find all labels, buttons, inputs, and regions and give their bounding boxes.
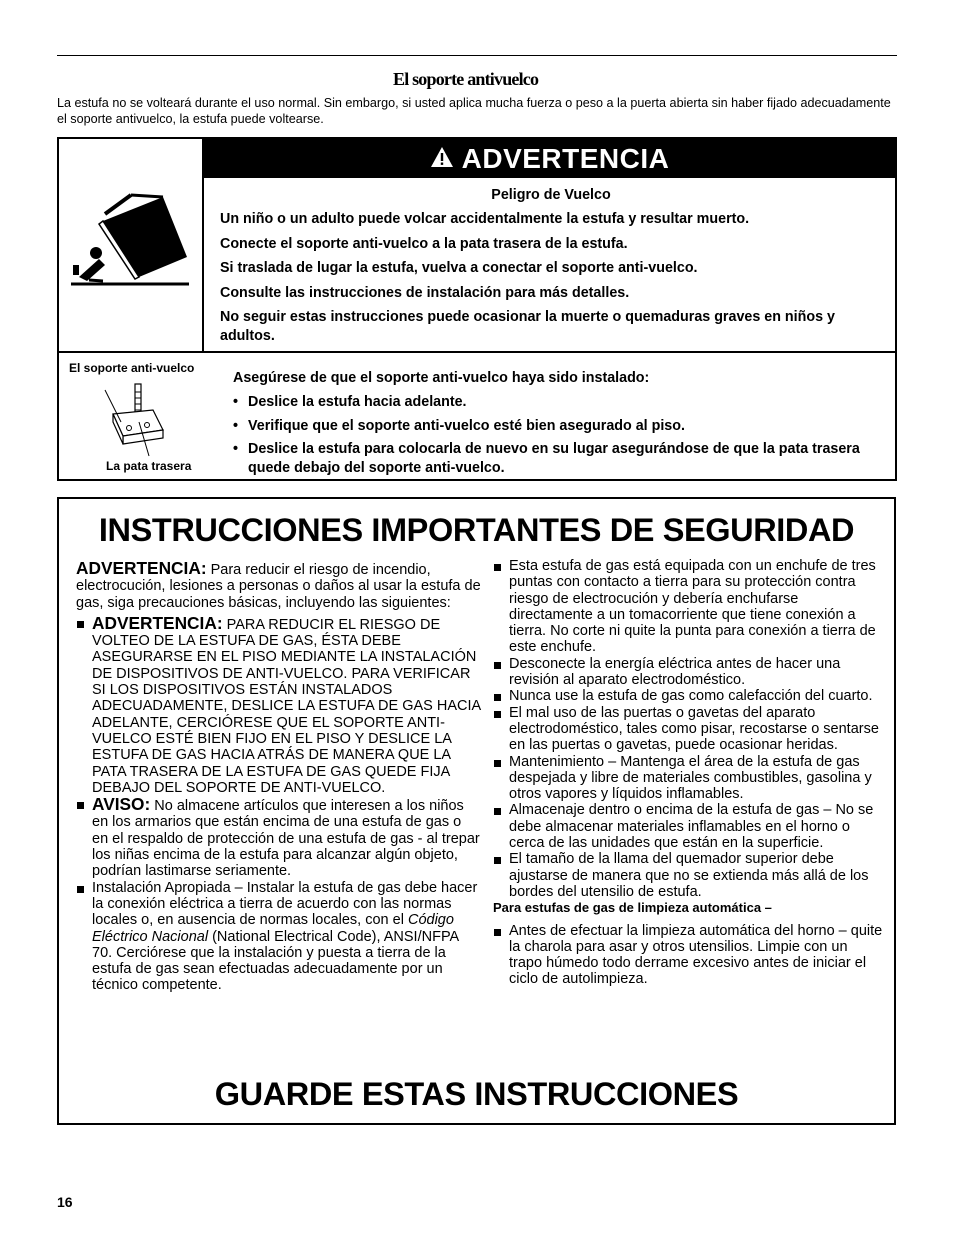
- item-label: ADVERTENCIA:: [92, 612, 223, 633]
- warning-line: Si traslada de lugar la estufa, vuelva a conectar el soporte anti-vuelco.: [220, 260, 698, 277]
- check-list: [233, 393, 883, 478]
- safety-left-column: [76, 560, 481, 994]
- warning-line: Consulte las instrucciones de instalación para más detalles.: [220, 284, 630, 301]
- tip-over-warning-box: [57, 137, 897, 481]
- tip-over-icon-cell: [59, 139, 204, 353]
- list-item: Mantenimiento – Mantenga el área de la estufa de gas despejada y libre de materiales combustibles, gasolina y otros vapores y líquidos inflamables.: [493, 754, 883, 803]
- warning-heading: Peligro de Vuelco: [491, 187, 611, 203]
- item-text: No almacene artículos que interesen a los niños en los armarios que están encima de una estufa de gas o en el respaldo de protección de una estufa de gas - al trepar los niñas encima de la estufa para alcanzar algún objeto, podrían lastimarse seriamente.: [92, 798, 480, 880]
- list-item: [76, 612, 481, 796]
- list-item: El tamaño de la llama del quemador superior debe ajustarse de manera que no se extienda más allá de los bordes del utensilio de estufa.: [493, 851, 883, 900]
- warning-text: [220, 186, 882, 351]
- safety-right-column: [493, 558, 883, 988]
- warning-banner-label: ADVERTENCIA: [461, 142, 670, 174]
- list-item: • Deslice la estufa para colocarla de nuevo en su lugar asegurándose de que la pata trasera quede debajo del soporte anti-vuelco.: [233, 440, 883, 478]
- top-rule: [57, 55, 897, 56]
- item-text: Instalación Apropiada – Instalar la estufa de gas debe hacer la conexión eléctrica a tierra de acuerdo con las normas locales o, en ausencia de normas locales, con el: [92, 879, 478, 929]
- warning-banner: [204, 139, 895, 178]
- item-label: AVISO:: [92, 794, 151, 815]
- safety-footer: GUARDE ESTAS INSTRUCCIONES: [214, 1076, 739, 1112]
- list-item: [76, 880, 481, 994]
- item-text: PARA REDUCIR EL RIESGO DE VOLTEO DE LA ESTUFA DE GAS, ÉSTA DEBE ASEGURARSE EN EL PISO MEDIANTE LA INSTALACIÓN DE DISPOSITIVOS DE ANTI-VUELCO. PARA VERIFICAR SI LOS DISPOSITIVOS ESTÁN INSTALADOS ADECUADAMENTE, DESLICE LA ESTUFA DE GAS HACIA ADELANTE, CERCIÓRESE QUE EL SOPORTE ANTI-VUELCO ESTÉ BIEN FIJO EN EL PISO Y DESLICE LA ESTUFA DE GAS HACIA ATRÁS DE MANERA QUE LA PATA TRASERA DE LA ESTUFA DE GAS QUEDE FIJA DEBAJO DEL SOPORTE DE ANTI-VUELCO.: [92, 616, 481, 796]
- intro-paragraph: La estufa no se volteará durante el uso normal. Sin embargo, si usted aplica mucha fuerza o peso a la puerta abierta sin haber fijado adecuadamente el soporte antivuelco, la estufa puede voltearse.: [57, 96, 891, 126]
- list-item: Nunca use la estufa de gas como calefacción del cuarto.: [493, 688, 883, 704]
- lead-text: Para reducir el riesgo de incendio, electrocución, lesiones a personas o daños al usar la estufa de gas, siga precauciones básicas, incluyendo las siguientes:: [76, 562, 481, 611]
- item-italic: Código Eléctrico Nacional: [92, 912, 454, 945]
- warning-line: Un niño o un adulto puede volcar accidentalmente la estufa y resultar muerto.: [220, 211, 750, 228]
- check-intro: Asegúrese de que el soporte anti-vuelco haya sido instalado:: [233, 370, 650, 386]
- list-item: Antes de efectuar la limpieza automática del horno – quite la charola para asar y otros utensilios. Limpie con un trapo húmedo todo derrame excesivo antes de iniciar el ciclo de autolimpieza.: [493, 923, 883, 988]
- tip-over-hazard-icon: [59, 139, 202, 351]
- bracket-label: El soporte anti-vuelco: [69, 361, 195, 375]
- leg-label: La pata trasera: [106, 459, 192, 473]
- warning-top-section: [59, 139, 895, 353]
- warning-line: No seguir estas instrucciones puede ocasionar la muerte o quemaduras graves en niños y adultos.: [220, 308, 835, 344]
- list-item: [76, 796, 481, 879]
- list-item: Esta estufa de gas está equipada con un enchufe de tres puntas con contacto a tierra para su protección contra riesgo de electrocución y debería enchufarse directamente a un tomacorriente que tiene conexión a tierra. No corte ni quite la punta para conexión a tierra de este enchufe.: [493, 558, 883, 656]
- safety-lead: [76, 560, 481, 611]
- item-text: (National Electrical Code), ANSI/NFPA 70. Cerciórese que la instalación y puesta a tierra de la estufa de gas sean efectuadas adecuadamente por un técnico competente.: [92, 928, 459, 994]
- safety-title: INSTRUCCIONES IMPORTANTES DE SEGURIDAD: [98, 512, 855, 548]
- section-title: El soporte antivuelco: [393, 69, 539, 89]
- self-clean-label: Para estufas de gas de limpieza automática –: [493, 900, 772, 916]
- anti-tip-check-instructions: [233, 369, 883, 483]
- list-item: • Verifique que el soporte anti-vuelco esté bien asegurado al piso.: [233, 417, 883, 436]
- safety-instructions-box: [57, 497, 896, 1125]
- lead-label: ADVERTENCIA:: [76, 558, 207, 578]
- warning-line: Conecte el soporte anti-vuelco a la pata trasera de la estufa.: [220, 235, 628, 252]
- page-number: 16: [57, 1194, 73, 1210]
- list-item: Almacenaje dentro o encima de la estufa de gas – No se debe almacenar materiales inflamables en el horno o cerca de las unidades que están en la superficie.: [493, 802, 883, 851]
- warning-divider: [59, 351, 895, 353]
- list-item: El mal uso de las puertas o gavetas del aparato electrodoméstico, tales como pisar, recostarse o sentarse en las puertas o gavetas, puede ocasionar heridas.: [493, 705, 883, 754]
- warning-triangle-icon: [430, 143, 454, 175]
- anti-tip-bracket-illustration: [99, 382, 179, 457]
- list-item: Desconecte la energía eléctrica antes de hacer una revisión al aparato electrodoméstico.: [493, 656, 883, 689]
- list-item: • Deslice la estufa hacia adelante.: [233, 393, 883, 412]
